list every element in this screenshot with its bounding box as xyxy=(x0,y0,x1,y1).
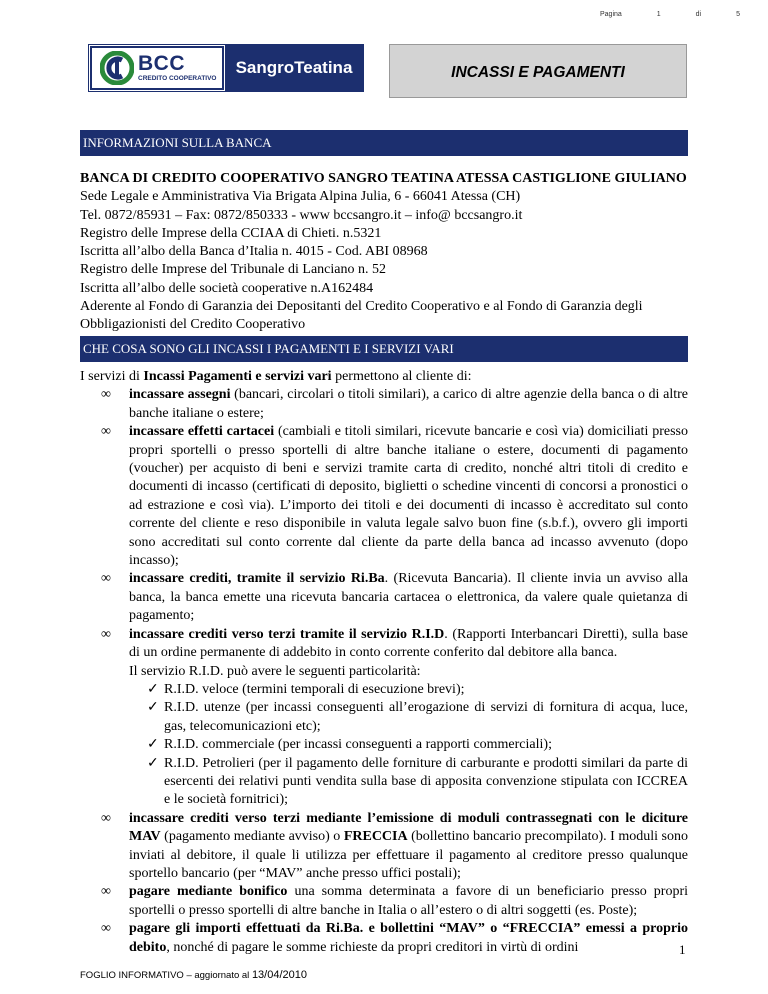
intro-text: I servizi di xyxy=(80,369,144,384)
list-item xyxy=(80,810,688,884)
footer-label: FOGLIO INFORMATIVO – aggiornato al xyxy=(80,970,250,981)
footer-date: 13/04/2010 xyxy=(251,969,307,981)
page-total: 5 xyxy=(736,11,740,18)
item-text: (bancari, circolari o titoli similari), a carico di altre agenzie della banca o di altre banche italiane o estere; xyxy=(129,387,688,421)
logo-bank-name: SangroTeatina xyxy=(225,45,363,91)
services-intro xyxy=(80,368,688,386)
check-text: R.I.D. Petrolieri (per il pagamento delle forniture di carburante e prodotti similari da parte di esercenti dei relativi punti vendita sulla base di apposita convenzione stipulata con ICCREA e le società fornitrici); xyxy=(164,755,688,808)
page-current: 1 xyxy=(656,11,661,18)
bullet-icon: ∞ xyxy=(101,571,111,587)
logo-subtitle: CREDITO COOPERATIVO xyxy=(138,75,217,83)
document-title: INCASSI E PAGAMENTI xyxy=(389,44,687,98)
check-icon: ✓ xyxy=(147,681,159,697)
bcc-mark-icon xyxy=(100,51,134,85)
item-bold: pagare mediante bonifico xyxy=(129,884,288,900)
bullet-icon: ∞ xyxy=(101,424,111,440)
page-counter xyxy=(600,11,740,18)
bullet-icon: ∞ xyxy=(101,387,111,403)
check-text: R.I.D. commerciale (per incassi conseguenti a rapporti commerciali); xyxy=(164,737,552,753)
item-text: (bollettino bancario precompilato). I moduli sono inviati al debitore, il quale li utilizza per effettuare il pagamento al creditore presso qualunque sportello bancario (per “MAV” anche presso uffici postali); xyxy=(129,829,688,881)
list-item xyxy=(80,423,688,570)
rid-intro: Il servizio R.I.D. può avere le seguenti particolarità: xyxy=(129,663,421,679)
item-text: . (Rapporti Interbancari Diretti), sulla base di un ordine permanente di addebito in conto corrente conferito dal debitore alla banca. xyxy=(129,626,688,661)
bank-name: BANCA DI CREDITO COOPERATIVO SANGRO TEATINA ATESSA CASTIGLIONE GIULIANO xyxy=(80,171,687,186)
bullet-icon: ∞ xyxy=(101,884,111,900)
rid-variants-list xyxy=(129,681,688,810)
list-item xyxy=(80,883,688,920)
bank-registry-tribunale: Registro delle Imprese del Tribunale di Lanciano n. 52 xyxy=(80,262,386,278)
services-list xyxy=(80,386,688,957)
check-text: R.I.D. utenze (per incassi conseguenti all’erogazione di servizi di fornitura di acqua, luce, gas, telecomunicazioni etc); xyxy=(164,700,688,734)
item-bold: pagare gli importi effettuati da Ri.Ba. e bollettini “MAV” o “FRECCIA” emessi a proprio debito xyxy=(129,921,688,955)
bullet-icon: ∞ xyxy=(101,921,111,937)
services-body xyxy=(80,368,688,957)
section-heading-services: CHE COSA SONO GLI INCASSI I PAGAMENTI E I SERVIZI VARI xyxy=(80,336,688,362)
logo-bcc-text: BCC xyxy=(138,52,185,76)
list-item xyxy=(129,736,688,754)
bank-info-block xyxy=(80,170,690,335)
item-bold: incassare crediti, tramite il servizio Ri.Ba xyxy=(129,571,385,587)
bullet-icon: ∞ xyxy=(101,626,111,642)
bank-registry-cciaa: Registro delle Imprese della CCIAA di Chieti. n.5321 xyxy=(80,225,382,241)
item-bold: FRECCIA xyxy=(343,829,408,845)
bank-address: Sede Legale e Amministrativa Via Brigata Alpina Julia, 6 - 66041 Atessa (CH) xyxy=(80,189,521,205)
list-item xyxy=(80,570,688,625)
section-heading-bank-info: INFORMAZIONI SULLA BANCA xyxy=(80,130,688,156)
item-bold: incassare crediti verso terzi tramite il servizio R.I.D xyxy=(129,626,445,642)
intro-text-end: permettono al cliente di: xyxy=(331,369,472,384)
item-text: (cambiali e titoli similari, ricevute bancarie e così via) domiciliati presso propri sportelli o presso sportelli di altre banche italiane o estere, documenti di pagamento (voucher) per acquisto di beni e servizi tramite carta di credito, nonché altri titoli di credito e documenti di incasso (certificati di deposito, biglietti o schedine vincenti di concorsi a pronostici o ad estrazione e così via). L’importo dei titoli e dei documenti di incasso è accreditato sul conto corrente del cliente e reso disponibile in valuta legale salvo buon fine (s.b.f.), ovvero gli importi sono accreditati sul conto corrente dal cliente da parte della banca ad incasso avvenuto (dopo incasso); xyxy=(129,424,688,569)
footer xyxy=(80,969,307,981)
check-icon: ✓ xyxy=(147,700,159,716)
check-icon: ✓ xyxy=(147,737,159,753)
bank-fondo-garanzia: Aderente al Fondo di Garanzia dei Depositanti del Credito Cooperativo e al Fondo di Garanzia degli Obbligazionisti del Credito Cooperativo xyxy=(80,299,643,333)
list-item xyxy=(129,755,688,810)
page-number: 1 xyxy=(679,942,686,957)
bank-albo-cooperative: Iscritta all’albo delle società cooperative n.A162484 xyxy=(80,280,374,296)
list-item xyxy=(129,681,688,699)
list-item xyxy=(80,626,688,810)
bank-logo xyxy=(88,44,364,92)
logo-bcc-block xyxy=(90,46,224,90)
list-item xyxy=(129,699,688,736)
bank-contacts: Tel. 0872/85931 – Fax: 0872/850333 - www bccsangro.it – info@ bccsangro.it xyxy=(80,207,523,223)
di-label: di xyxy=(695,11,702,18)
list-item xyxy=(80,920,688,957)
check-text: R.I.D. veloce (termini temporali di esecuzione brevi); xyxy=(164,681,465,697)
item-bold: incassare crediti verso terzi mediante l’emissione di moduli contrassegnati con le diciture MAV xyxy=(129,810,688,845)
list-item xyxy=(80,386,688,423)
item-text: , nonché di pagare le somme richieste da propri creditori in virtù di ordini xyxy=(166,939,579,955)
item-bold: incassare effetti cartacei xyxy=(129,424,275,440)
bank-albo: Iscritta all’albo della Banca d’Italia n. 4015 - Cod. ABI 08968 xyxy=(80,244,428,260)
item-text: (pagamento mediante avviso) o xyxy=(160,829,344,845)
item-bold: incassare assegni xyxy=(129,387,231,403)
item-text: . (Ricevuta Bancaria). Il cliente invia un avviso alla banca, la banca emette una ricevuta bancaria cartacea o elettronica, da valere quale quietanza di pagamento; xyxy=(129,571,688,624)
item-text: una somma determinata a favore di un beneficiario presso propri sportelli o presso sportelli di altre banche in Italia o all’estero o di altri soggetti (es. Poste); xyxy=(129,884,689,918)
pagina-label: Pagina xyxy=(600,11,622,18)
bullet-icon: ∞ xyxy=(101,810,111,826)
check-icon: ✓ xyxy=(147,755,159,771)
intro-bold: Incassi Pagamenti e servizi vari xyxy=(143,369,332,384)
